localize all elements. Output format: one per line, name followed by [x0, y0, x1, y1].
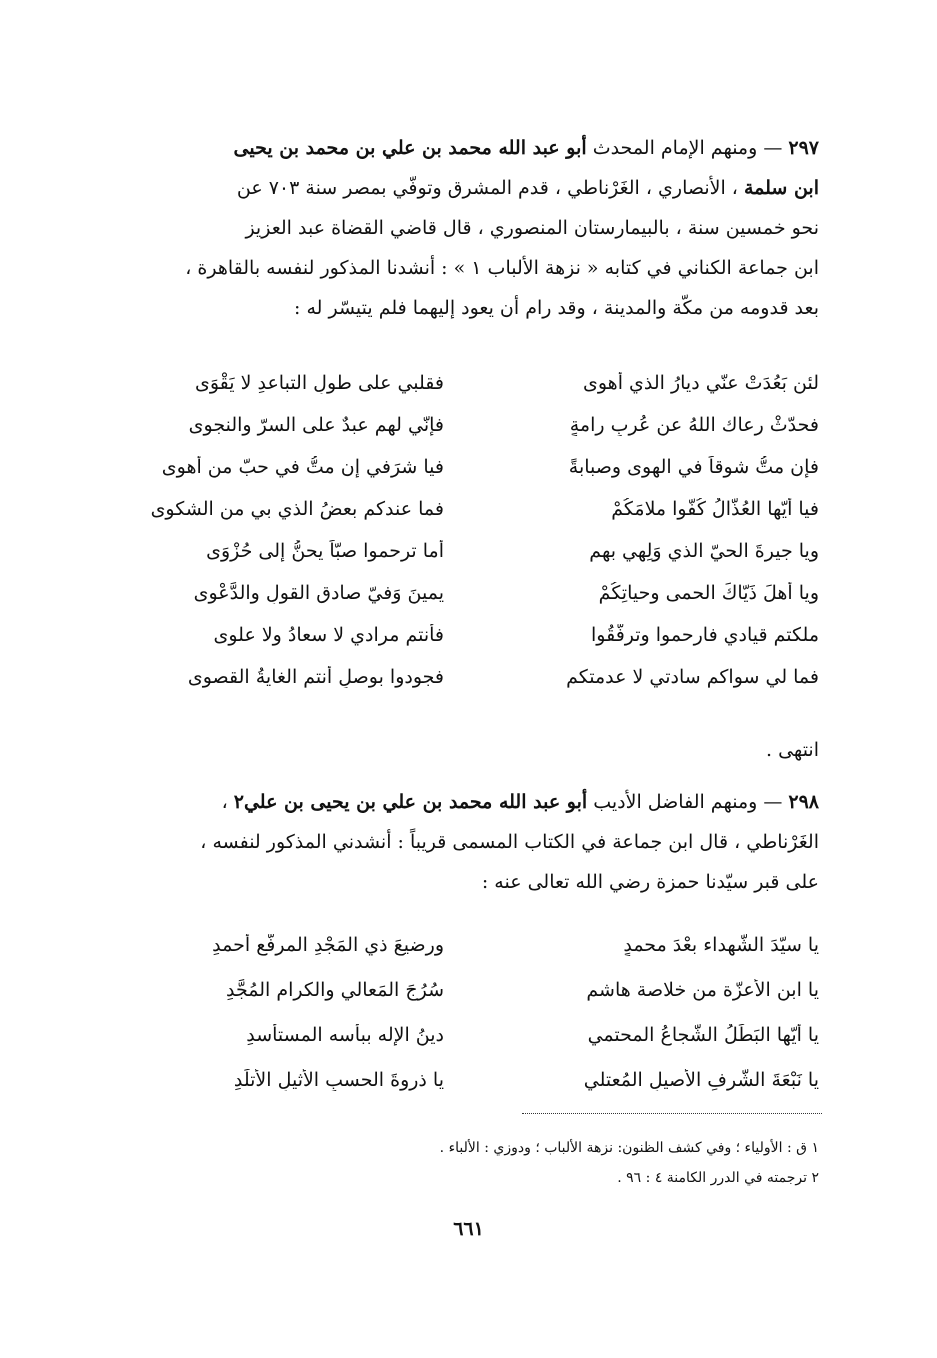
verse-second-half: دينُ الإله ببأسه المستأسدِ [246, 1023, 444, 1046]
entry-prefix: — ومنهم الإمام المحدث [586, 137, 789, 159]
entry-298-line-2: الغَرْناطي ، قال ابن جماعة في الكتاب المسمى قريباً : أنشدني المذكور لنفسه ، [200, 831, 819, 853]
entry-prefix: — ومنهم الفاضل الأديب [587, 791, 789, 813]
poem-verse [114, 404, 819, 446]
verse-second-half: فيا شرَفي إن متُّ في حبّ من أهوى [161, 456, 444, 478]
verse-first-half: فإن متُّ شوقاً في الهوى وصبابةً [568, 456, 819, 478]
poem-verse [114, 614, 819, 656]
verse-second-half: فما عندكم بعضُ الذي بي من الشكوى [150, 498, 444, 520]
poem-verse [114, 656, 819, 698]
poem-verse [114, 1012, 819, 1057]
entry-298-poem [114, 922, 819, 1102]
verse-first-half: فيا أيّها العُذّالُ كُفّوا ملامَكُمْ [611, 498, 819, 520]
verse-second-half: فأنتم مرادي لا سعادُ ولا علوى [213, 624, 444, 646]
entry-298-text [114, 782, 819, 902]
entry-text: ، [221, 791, 234, 813]
verse-second-half: يا ذروةَ الحسبِ الأثيلِ الأتلَدِ [233, 1068, 444, 1091]
entry-number: ٢٩٧ [788, 137, 819, 159]
entry-298-line-3: على قبر سيّدنا حمزة رضي الله تعالى عنه : [481, 871, 819, 893]
entry-name: أبو عبد الله محمد بن علي بن يحيى بن علي٢ [233, 791, 588, 813]
entry-297-line-3: نحو خمسين سنة ، بالبيمارستان المنصوري ، قال قاضي القضاة عبد العزيز [245, 217, 819, 239]
poem-verse [114, 446, 819, 488]
entry-297-poem [114, 362, 819, 698]
verse-second-half: سُرُجَ المَعالي والكرامِ المُجَّدِ [226, 978, 444, 1001]
verse-first-half: ويا أهلَ ذَيّاكَ الحمى وحياتِكُمْ [598, 582, 819, 604]
poem-verse [114, 967, 819, 1012]
verse-first-half: فحدّثْ رعاك اللهُ عن عُربِ رامةٍ [569, 414, 819, 436]
verse-first-half: يا ابن الأعزّة من خلاصة هاشمٍ [586, 978, 819, 1001]
poem-verse [114, 572, 819, 614]
poem-ending: انتهى . [766, 739, 819, 761]
footnote-1: ١ ق : الأولياء ؛ وفي كشف الظنون: نزهة الألباب ؛ ودوزي : الألباء . [439, 1140, 819, 1156]
poem-verse [114, 530, 819, 572]
entry-name-cont: ابن سلمة [743, 177, 819, 199]
verse-first-half: يا أيّها البَطَلُ الشّجاعُ المحتمي [587, 1023, 819, 1046]
verse-second-half: ورضيعَ ذي المَجْدِ المرفّعِ أحمدِ [212, 933, 444, 956]
verse-second-half: فإنّي لهم عبدٌ على السرّ والنجوى [188, 414, 444, 436]
entry-297-line-5: بعد قدومه من مكّة والمدينة ، وقد رام أن يعود إليهما فلم يتيسّر له : [294, 297, 819, 319]
verse-second-half: فقلبي على طولِ التباعدِ لا يَقْوَى [194, 372, 444, 394]
verse-first-half: ملكتم قيادي فارحموا وترفّقُوا [591, 624, 819, 646]
verse-second-half: أما ترحموا صبّاً يحنُّ إلى حُزْوَى [206, 540, 444, 562]
poem-verse [114, 362, 819, 404]
poem-verse [114, 488, 819, 530]
verse-first-half: فما لي سواكم سادتي لا عدمتكم [566, 666, 819, 688]
footnotes [114, 1133, 819, 1193]
entry-297-text [114, 128, 819, 328]
entry-297-line-1 [114, 128, 819, 168]
page-number: ٦٦١ [453, 1218, 484, 1240]
verse-first-half: ويا جيرةَ الحيّ الذي وَلِهي بهم [589, 540, 819, 562]
entry-297-line-4: ابن جماعة الكناني في كتابه « نزهة الألباب ١ » : أنشدنا المذكور لنفسه بالقاهرة ، [185, 257, 819, 279]
verse-first-half: يا سيّدَ الشّهداء بعْدَ محمدٍ [623, 933, 819, 956]
entry-name: أبو عبد الله محمد بن علي بن محمد بن يحيى [233, 137, 587, 159]
entry-number: ٢٩٨ [788, 791, 819, 813]
verse-second-half: فجودوا بوصلٍ أنتم الغايةُ القصوى [187, 666, 444, 688]
footnote-2: ٢ ترجمته في الدرر الكامنة ٤ : ٩٦ . [617, 1170, 819, 1186]
verse-first-half: لئن بَعُدَتْ عنّي ديارُ الذي أهوى [582, 372, 819, 394]
entry-298-line-1 [114, 782, 819, 822]
entry-text: ، الأنصاري ، الغَرْناطي ، قدم المشرق وتوفّي بمصر سنة ٧٠٣ عن [236, 177, 744, 199]
verse-second-half: يمينَ وَفيّ صادقِ القولِ والدَّعْوى [193, 582, 444, 604]
poem-verse [114, 922, 819, 967]
entry-297-line-2 [114, 168, 819, 208]
footnote-divider [522, 1113, 822, 1114]
verse-first-half: يا نَبْعَةَ الشّرفِ الأصيلِ المُعتلي [583, 1068, 819, 1091]
poem-verse [114, 1057, 819, 1102]
